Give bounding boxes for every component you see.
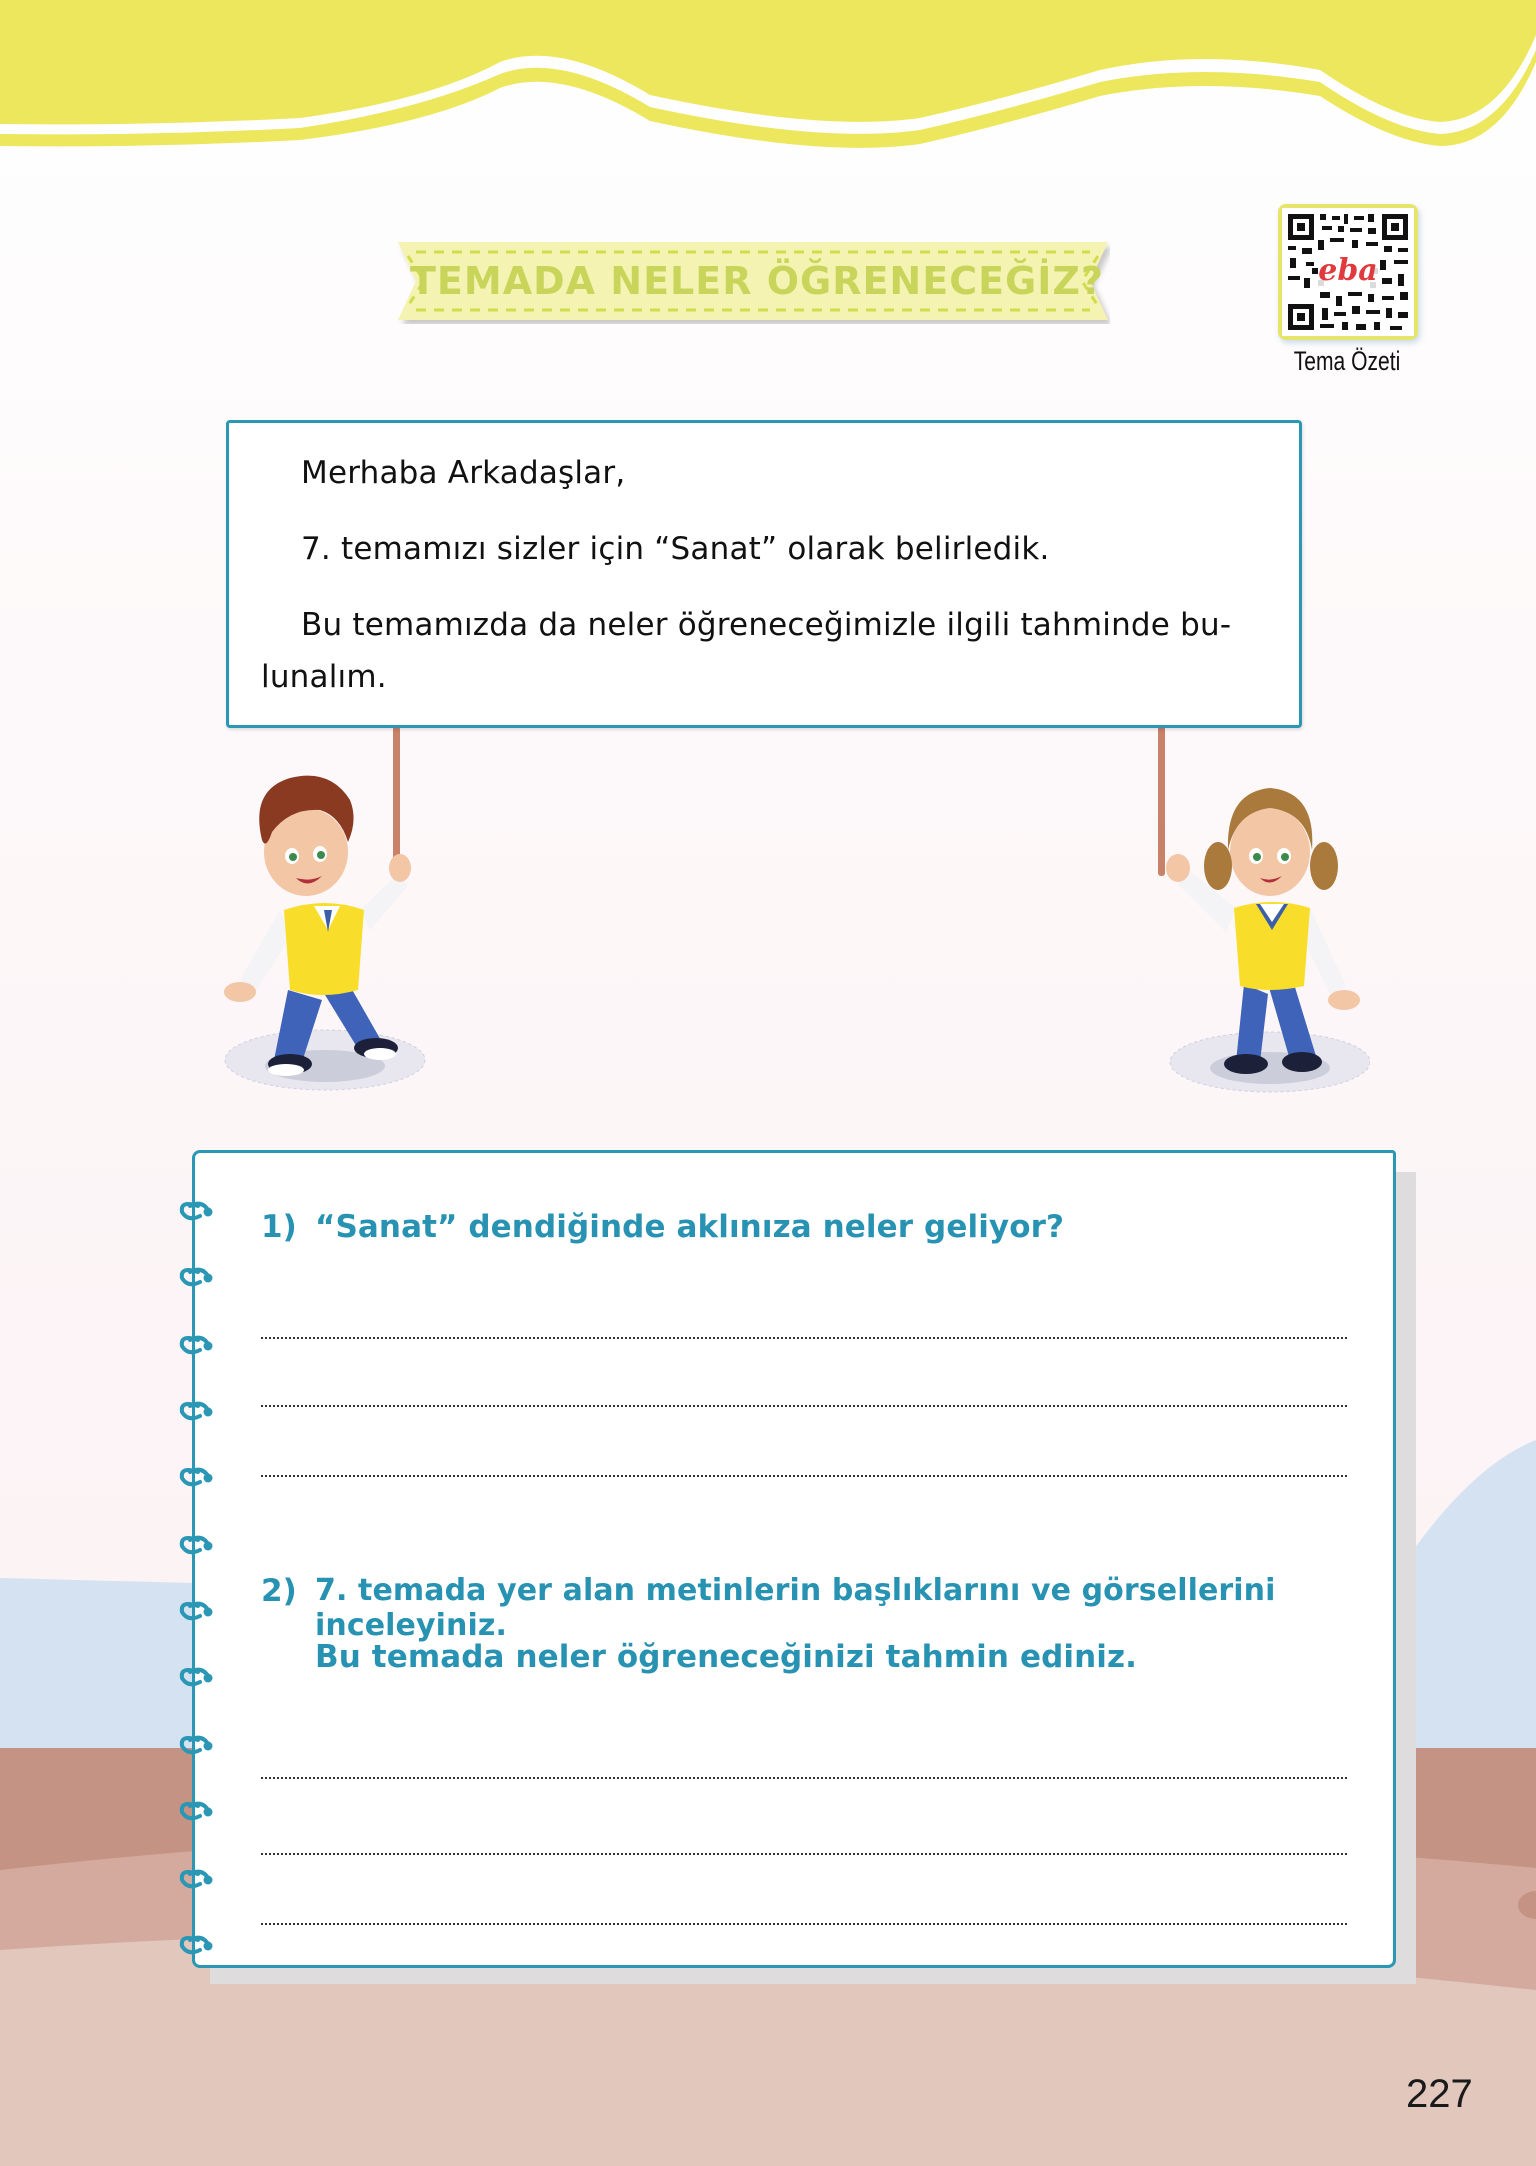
answer-line-1[interactable] [261, 1337, 1347, 1339]
question-notebook [192, 1150, 1396, 1968]
answer-line-2[interactable] [261, 1405, 1347, 1407]
question-2-number: 2) [261, 1573, 297, 1609]
boy-character-illustration [210, 760, 440, 1100]
question-1-number: 1) [261, 1209, 297, 1245]
qr-code[interactable] [1278, 204, 1418, 340]
answer-line-6[interactable] [261, 1923, 1347, 1925]
qr-caption: Tema Özeti [1293, 346, 1401, 376]
answer-line-3[interactable] [261, 1475, 1347, 1477]
page-number: 227 [1406, 2072, 1473, 2116]
answer-line-4[interactable] [261, 1777, 1347, 1779]
girl-character-illustration [1140, 762, 1370, 1102]
sign-line-2b: lunalım. [261, 659, 387, 695]
eba-logo: eba [1318, 253, 1378, 288]
qr-code-icon [1282, 208, 1414, 336]
header-wave-decoration [0, 0, 1536, 160]
sign-line-2a: Bu temamızda da neler öğreneceğimizle ilgili tahminde bu- [301, 607, 1232, 643]
sign-line-1: 7. temamızı sizler için “Sanat” olarak belirledik. [301, 531, 1050, 567]
question-2-text: 7. temada yer alan metinlerin başlıklarını ve görsellerini inceleyiniz. [315, 1573, 1276, 1643]
title-banner [396, 238, 1110, 324]
greeting-text: Merhaba Arkadaşlar, [301, 455, 626, 491]
question-2-text-line-2: Bu temada neler öğreneceğinizi tahmin ediniz. [315, 1639, 1138, 1675]
greeting-sign [226, 420, 1302, 728]
answer-line-5[interactable] [261, 1853, 1347, 1855]
page-title: TEMADA NELER ÖĞRENECEĞİZ? [410, 259, 1104, 303]
question-1-text: “Sanat” dendiğinde aklınıza neler geliyor? [315, 1209, 1065, 1245]
notebook-spiral-binding [178, 1140, 218, 1980]
